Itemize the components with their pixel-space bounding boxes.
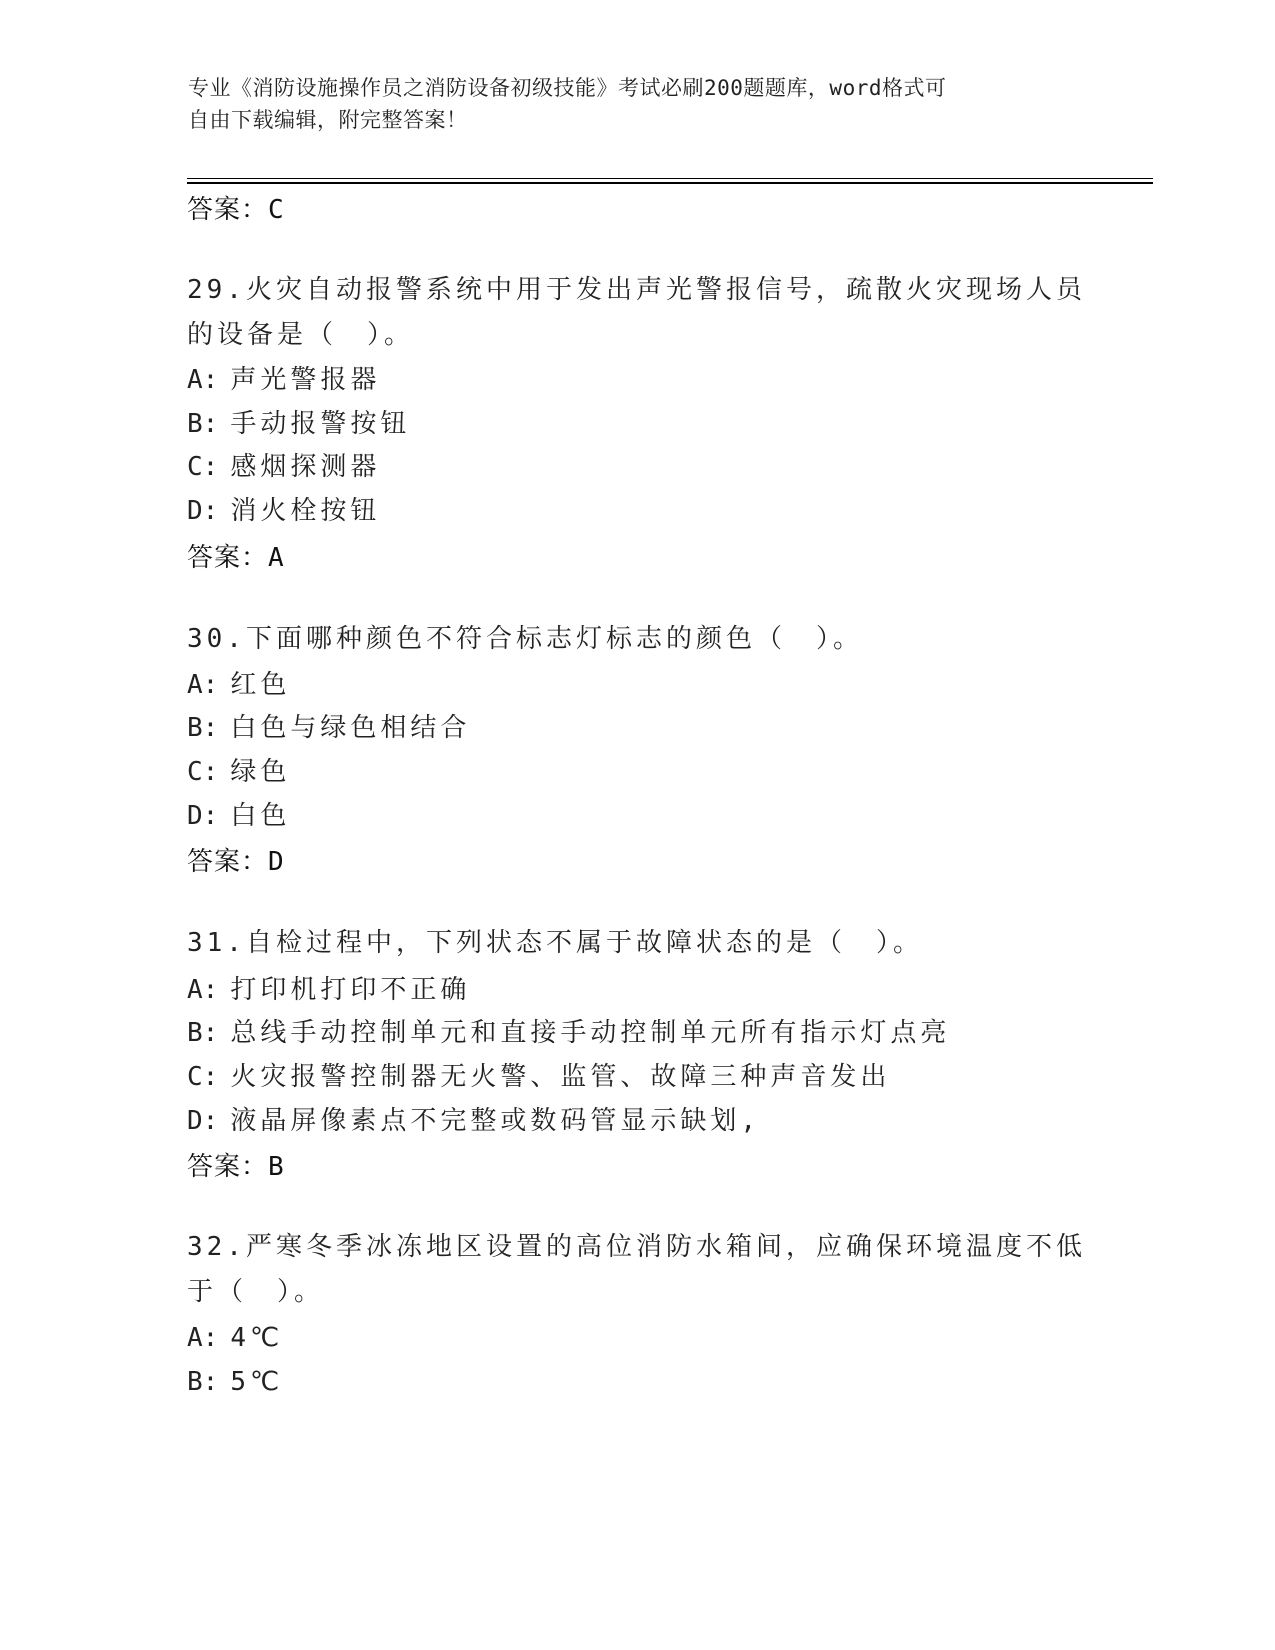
answer-label: 答案： xyxy=(187,195,269,225)
answer-line xyxy=(187,542,285,574)
option-text: 4℃ xyxy=(230,1323,284,1353)
option-key: C: xyxy=(187,757,219,787)
option-key: C: xyxy=(187,452,219,482)
option-text: 总线手动控制单元和直接手动控制单元所有指示灯点亮 xyxy=(230,1018,951,1048)
option-key: C: xyxy=(187,1062,219,1092)
option-key: D: xyxy=(187,1106,219,1136)
header-divider-thin xyxy=(187,178,1153,179)
option-text: 5℃ xyxy=(230,1367,284,1397)
option-key: A: xyxy=(187,975,219,1005)
option-b xyxy=(187,1366,283,1398)
option-text: 消火栓按钮 xyxy=(230,496,381,526)
question-text: 30.下面哪种颜色不符合标志灯标志的颜色（ ）。 xyxy=(187,624,863,654)
option-key: D: xyxy=(187,801,219,831)
option-a xyxy=(187,1322,283,1354)
option-key: B: xyxy=(187,1018,219,1048)
option-text: 液晶屏像素点不完整或数码管显示缺划, xyxy=(230,1106,760,1136)
answer-value: A xyxy=(268,543,285,573)
option-key: A: xyxy=(187,1323,219,1353)
option-key: A: xyxy=(187,670,219,700)
document-header xyxy=(188,72,1088,136)
header-line-1: 专业《消防设施操作员之消防设备初级技能》考试必刷200题题库，word格式可 xyxy=(188,76,947,100)
answer-value: B xyxy=(268,1152,285,1182)
answer-line xyxy=(187,846,285,878)
header-line-2: 自由下载编辑，附完整答案！ xyxy=(188,108,468,132)
answer-label: 答案： xyxy=(187,1152,269,1182)
option-c xyxy=(187,756,290,788)
option-d xyxy=(187,495,380,527)
option-key: A: xyxy=(187,365,219,395)
option-text: 手动报警按钮 xyxy=(230,409,411,439)
answer-line xyxy=(187,194,285,226)
header-divider-thick xyxy=(187,182,1153,184)
option-text: 红色 xyxy=(230,670,291,700)
option-key: B: xyxy=(187,409,219,439)
option-a xyxy=(187,974,470,1006)
option-d xyxy=(187,1105,760,1137)
answer-label: 答案： xyxy=(187,847,269,877)
option-text: 绿色 xyxy=(230,757,291,787)
question-text: 31.自检过程中，下列状态不属于故障状态的是（ ）。 xyxy=(187,928,923,958)
question-text: 29.火灾自动报警系统中用于发出声光警报信号，疏散火灾现场人员的设备是（ ）。 xyxy=(187,275,1086,350)
answer-value: C xyxy=(268,195,285,225)
answer-line xyxy=(187,1151,285,1183)
option-key: B: xyxy=(187,713,219,743)
option-c xyxy=(187,451,380,483)
option-text: 白色与绿色相结合 xyxy=(230,713,471,743)
option-text: 感烟探测器 xyxy=(230,452,381,482)
option-text: 声光警报器 xyxy=(230,365,381,395)
answer-value: D xyxy=(268,847,285,877)
option-b xyxy=(187,712,470,744)
option-c xyxy=(187,1061,890,1093)
option-d xyxy=(187,800,290,832)
option-a xyxy=(187,364,380,396)
option-text: 火灾报警控制器无火警、监管、故障三种声音发出 xyxy=(230,1062,891,1092)
option-a xyxy=(187,669,290,701)
option-b xyxy=(187,1017,950,1049)
option-key: B: xyxy=(187,1367,219,1397)
answer-label: 答案： xyxy=(187,543,269,573)
option-key: D: xyxy=(187,496,219,526)
question-text: 32.严寒冬季冰冻地区设置的高位消防水箱间，应确保环境温度不低于（ ）。 xyxy=(187,1232,1086,1307)
option-b xyxy=(187,408,410,440)
option-text: 白色 xyxy=(230,801,291,831)
option-text: 打印机打印不正确 xyxy=(230,975,471,1005)
